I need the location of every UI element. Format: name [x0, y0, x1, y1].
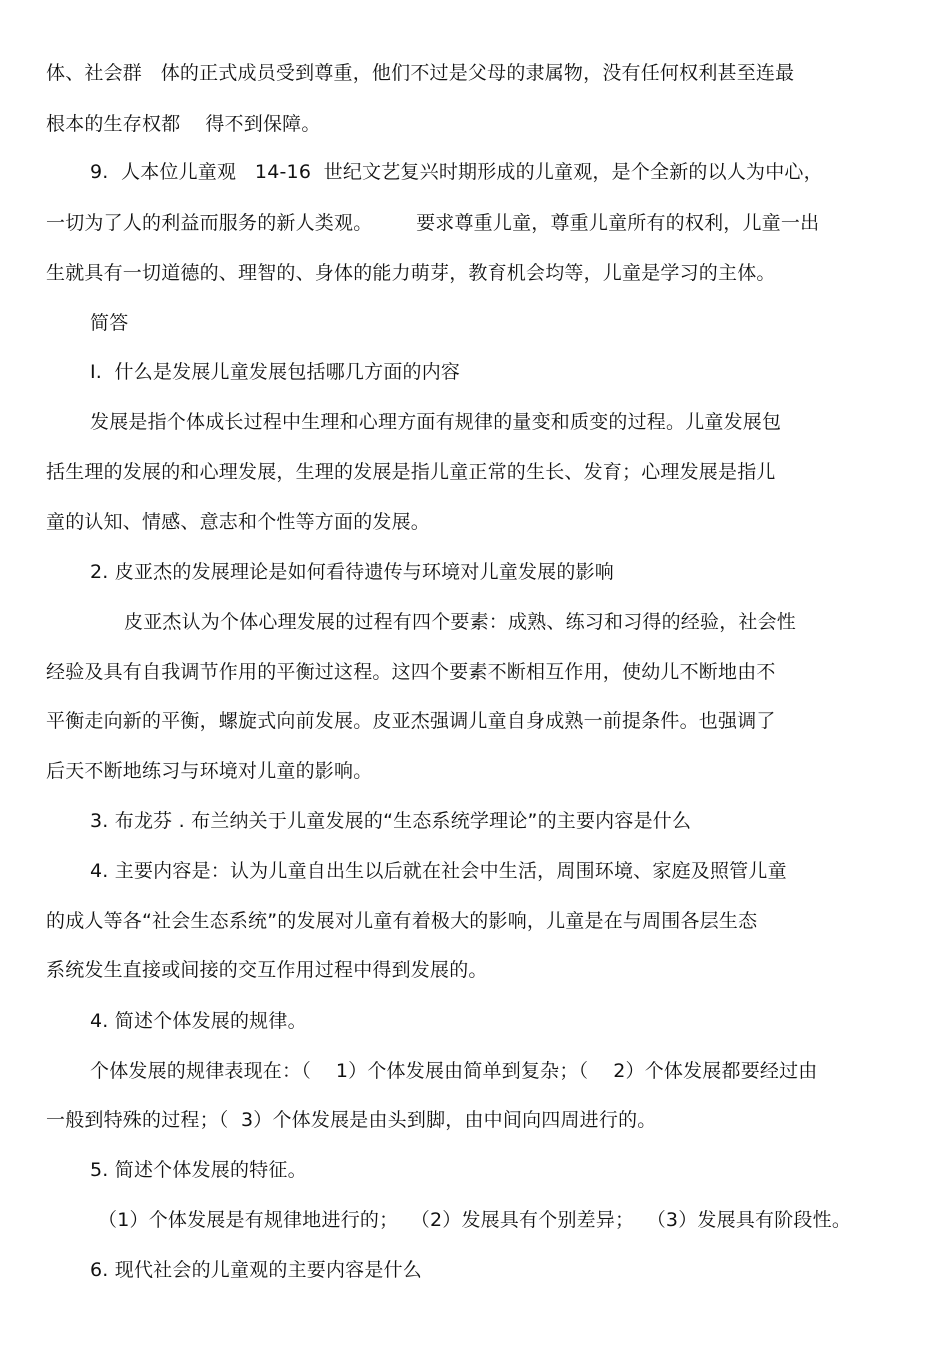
text-line: 的成人等各“社会生态系统”的发展对儿童有着极大的影响，儿童是在与周围各层生态 — [46, 910, 758, 932]
text-line: 括生理的发展的和心理发展，生理的发展是指儿童正常的生长、发育；心理发展是指儿 — [46, 461, 776, 483]
text-line: 童的认知、情感、意志和个性等方面的发展。 — [46, 511, 431, 533]
text-line: 生就具有一切道德的、理智的、身体的能力萌芽，教育机会均等，儿童是学习的主体。 — [46, 262, 776, 284]
question-heading: 6. 现代社会的儿童观的主要内容是什么 — [90, 1259, 422, 1281]
text-line: 平衡走向新的平衡，螺旋式向前发展。皮亚杰强调儿童自身成熟一前提条件。也强调了 — [46, 710, 776, 732]
question-heading: 3. 布龙芬 . 布兰纳关于儿童发展的“生态系统学理论”的主要内容是什么 — [90, 810, 692, 832]
text-line: （1）个体发展是有规律地进行的； （2）发展具有个别差异； （3）发展具有阶段性。 — [98, 1209, 852, 1231]
section-heading: 简答 — [90, 312, 129, 334]
text-line: 根本的生存权都 得不到保障。 — [46, 113, 321, 135]
text-line: 个体发展的规律表现在：（ 1）个体发展由简单到复杂；（ 2）个体发展都要经过由 — [90, 1060, 818, 1082]
text-line: 发展是指个体成长过程中生理和心理方面有规律的量变和质变的过程。儿童发展包 — [90, 411, 782, 433]
text-line: 体、社会群 体的正式成员受到尊重，他们不过是父母的隶属物，没有任何权利甚至连最 — [46, 62, 795, 84]
question-heading: I. 什么是发展儿童发展包括哪几方面的内容 — [90, 361, 461, 383]
text-line: 系统发生直接或间接的交互作用过程中得到发展的。 — [46, 959, 488, 981]
text-line: 经验及具有自我调节作用的平衡过这程。这四个要素不断相互作用，使幼儿不断地由不 — [46, 661, 776, 683]
text-line: 后天不断地练习与环境对儿童的影响。 — [46, 760, 373, 782]
text-line: 4. 主要内容是：认为儿童自出生以后就在社会中生活，周围环境、家庭及照管儿童 — [90, 860, 787, 882]
text-line: 皮亚杰认为个体心理发展的过程有四个要素：成熟、练习和习得的经验，社会性 — [124, 611, 797, 633]
text-line: 9. 人本位儿童观 14-16 世纪文艺复兴时期形成的儿童观，是个全新的以人为中心， — [90, 161, 823, 183]
question-heading: 4. 简述个体发展的规律。 — [90, 1010, 307, 1032]
text-line: 一切为了人的利益而服务的新人类观。 要求尊重儿童，尊重儿童所有的权利，儿童一出 — [46, 212, 820, 234]
question-heading: 5. 简述个体发展的特征。 — [90, 1159, 307, 1181]
text-line: 一般到特殊的过程；（ 3）个体发展是由头到脚，由中间向四周进行的。 — [46, 1109, 657, 1131]
question-heading: 2. 皮亚杰的发展理论是如何看待遗传与环境对儿童发展的影响 — [90, 561, 614, 583]
